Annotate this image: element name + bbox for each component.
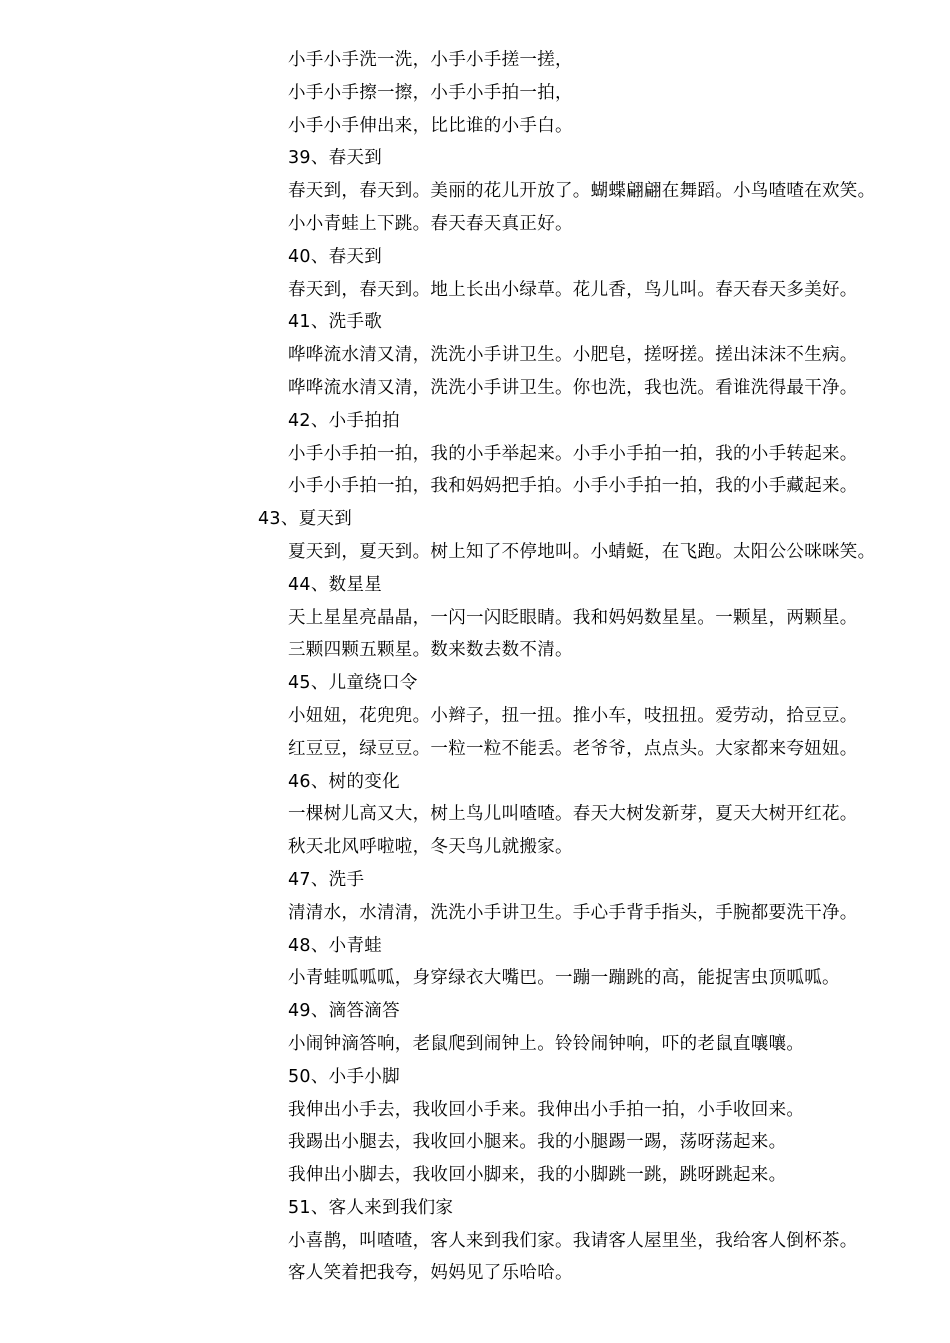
- body-line: 红豆豆，绿豆豆。一粒一粒不能丢。老爷爷，点点头。大家都来夸妞妞。: [288, 738, 858, 759]
- section-heading: 47、洗手: [288, 869, 365, 890]
- section-heading: 45、儿童绕口令: [288, 673, 418, 694]
- body-line: 小手小手擦一擦，小手小手拍一拍，: [288, 82, 573, 103]
- section-heading: 48、小青蛙: [288, 935, 383, 956]
- body-line: 哗哗流水清又清，洗洗小手讲卫生。小肥皂，搓呀搓。搓出沫沫不生病。: [288, 345, 858, 366]
- section-heading: 49、滴答滴答: [288, 1001, 400, 1022]
- body-line: 小手小手拍一拍，我的小手举起来。小手小手拍一拍，我的小手转起来。: [288, 443, 858, 464]
- section-heading: 42、小手拍拍: [288, 410, 400, 431]
- body-line: 小小青蛙上下跳。春天春天真正好。: [288, 213, 573, 234]
- body-line: 小手小手拍一拍，我和妈妈把手拍。小手小手拍一拍，我的小手藏起来。: [288, 476, 858, 497]
- body-line: 小手小手伸出来，比比谁的小手白。: [288, 115, 573, 136]
- body-line: 春天到，春天到。地上长出小绿草。花儿香，鸟儿叫。春天春天多美好。: [288, 279, 858, 300]
- body-line: 一棵树儿高又大，树上鸟儿叫喳喳。春天大树发新芽，夏天大树开红花。: [288, 804, 858, 825]
- section-heading: 44、数星星: [288, 574, 383, 595]
- body-line: 客人笑着把我夸，妈妈见了乐哈哈。: [288, 1263, 573, 1284]
- body-line: 春天到，春天到。美丽的花儿开放了。蝴蝶翩翩在舞蹈。小鸟喳喳在欢笑。: [288, 181, 876, 202]
- document-page: [0, 44, 950, 1290]
- section-heading: 46、树的变化: [288, 771, 400, 792]
- body-line: 夏天到，夏天到。树上知了不停地叫。小蜻蜓，在飞跑。太阳公公咪咪笑。: [288, 541, 876, 562]
- section-heading: 43、夏天到: [258, 509, 353, 530]
- body-line: 我伸出小脚去，我收回小脚来，我的小脚跳一跳，跳呀跳起来。: [288, 1165, 787, 1186]
- body-line: 清清水，水清清，洗洗小手讲卫生。手心手背手指头，手腕都要洗干净。: [288, 902, 858, 923]
- body-line: 我伸出小手去，我收回小手来。我伸出小手拍一拍，小手收回来。: [288, 1099, 805, 1120]
- body-line: 小手小手洗一洗，小手小手搓一搓，: [288, 50, 573, 70]
- body-line: 秋天北风呼啦啦，冬天鸟儿就搬家。: [288, 837, 573, 858]
- section-heading: 40、春天到: [288, 246, 383, 267]
- body-line: 小青蛙呱呱呱，身穿绿衣大嘴巴。一蹦一蹦跳的高，能捉害虫顶呱呱。: [288, 968, 840, 989]
- body-line: 哗哗流水清又清，洗洗小手讲卫生。你也洗，我也洗。看谁洗得最干净。: [288, 377, 858, 398]
- body-line: 我踢出小腿去，我收回小腿来。我的小腿踢一踢，荡呀荡起来。: [288, 1132, 787, 1153]
- section-heading: 39、春天到: [288, 148, 383, 169]
- section-heading: 51、客人来到我们家: [288, 1197, 454, 1218]
- body-line: 三颗四颗五颗星。数来数去数不清。: [288, 640, 573, 661]
- body-line: 小喜鹊，叫喳喳，客人来到我们家。我请客人屋里坐，我给客人倒杯茶。: [288, 1230, 858, 1251]
- section-heading: 41、洗手歌: [288, 312, 383, 333]
- body-line: 小闹钟滴答响，老鼠爬到闹钟上。铃铃闹钟响，吓的老鼠直嚷嚷。: [288, 1033, 805, 1054]
- section-heading: 50、小手小脚: [288, 1066, 400, 1087]
- body-line: 天上星星亮晶晶，一闪一闪眨眼睛。我和妈妈数星星。一颗星，两颗星。: [288, 607, 858, 628]
- body-line: 小妞妞，花兜兜。小辫子，扭一扭。推小车，吱扭扭。爱劳动，拾豆豆。: [288, 705, 858, 726]
